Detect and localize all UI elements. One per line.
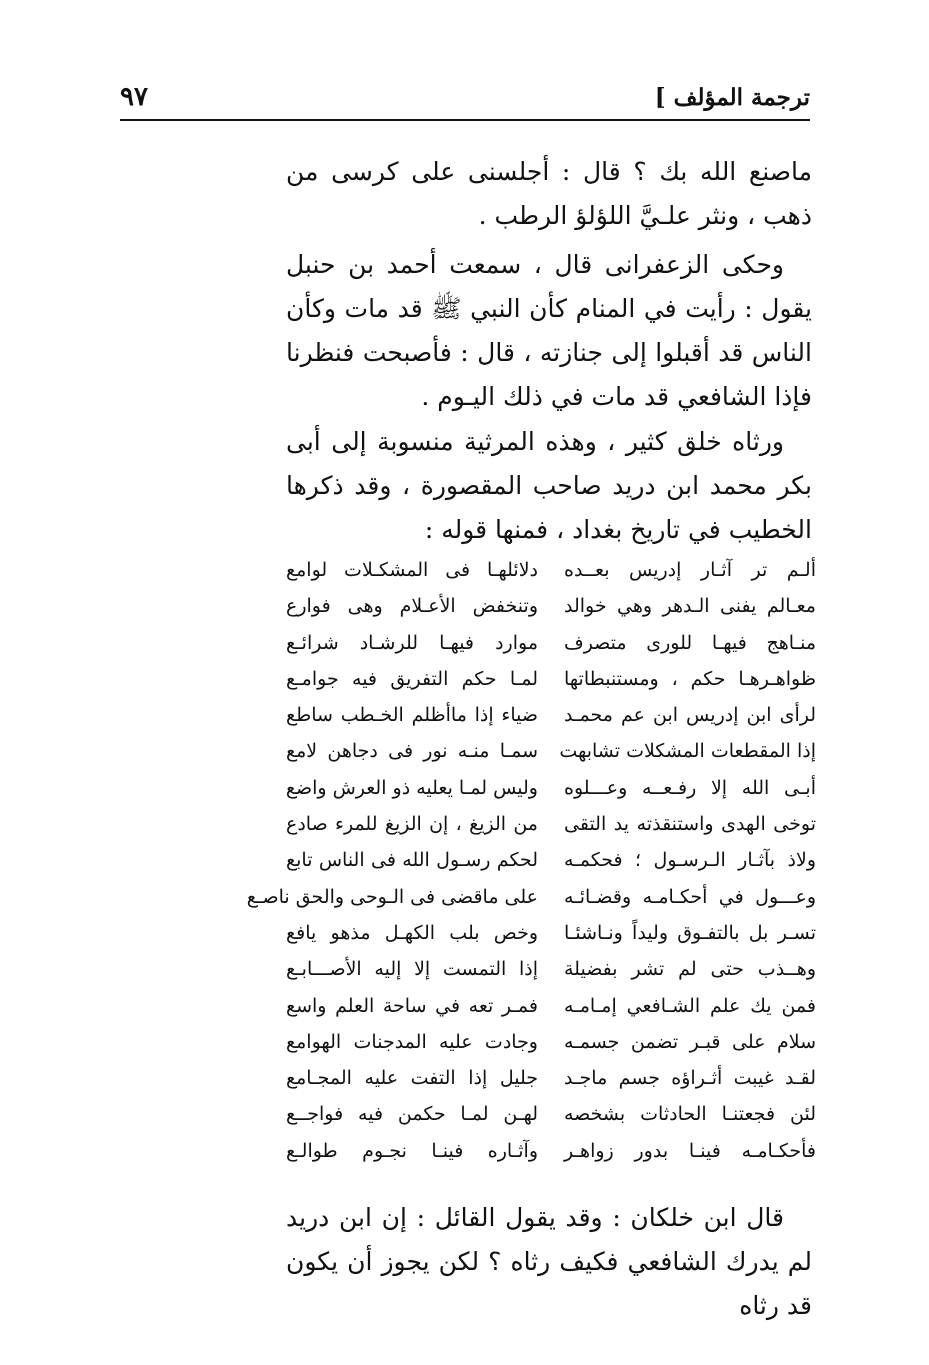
elegy-poem xyxy=(246,552,816,1169)
verse-first-hemistich: لقـد غيبت أثـراؤه جسم ماجـد xyxy=(564,1067,816,1090)
verse-second-hemistich: موارد فيهـا للرشـاد شرائـع xyxy=(286,631,538,654)
verse-second-hemistich: إذا التمست إلا إليه الأصـــابـع xyxy=(286,958,538,981)
verse-first-hemistich: ألـم تر آثـار إدريس بعــده xyxy=(564,559,816,581)
verse-second-hemistich: وآثـاره فينـا نجـوم طوالـع xyxy=(286,1139,538,1162)
page-header xyxy=(120,78,810,116)
verse-second-hemistich: وليس لمـا يعليه ذو العرش واضع xyxy=(285,776,538,799)
verse-first-hemistich: ظواهـرهـا حكم ، ومستنبطاتها xyxy=(564,667,816,690)
poem-verse xyxy=(286,552,816,588)
poem-verse xyxy=(286,625,816,661)
verse-first-hemistich: فأحكـامـه فينـا بدور زواهـر xyxy=(564,1139,816,1162)
verse-second-hemistich: وجادت عليه المدجنات الهوامع xyxy=(286,1030,538,1053)
verse-first-hemistich: وهــذب حتى لم تشر بفضيلة xyxy=(564,958,816,981)
verse-first-hemistich: تسـر بل بالتفـوق وليداً ونـاشئـا xyxy=(564,921,816,944)
verse-second-hemistich: ضياء إذا ماأظلم الخـطب ساطع xyxy=(286,704,538,727)
poem-verse xyxy=(286,951,816,987)
poem-verse xyxy=(286,842,816,878)
verse-first-hemistich: وعـــول في أحكـامـه وقضـائـه xyxy=(564,885,816,908)
paragraph-3: ورثاه خلق كثير ، وهذه المرثية منسوبة إلى أبى بكر محمد ابن دريد صاحب المقصورة ، وقد ذكرها الخطيب في تاريخ بغداد ، فمنها قوله : xyxy=(286,427,812,544)
paragraph-1: ماصنع الله بك ؟ قال : أجلسنى على كرسى من ذهب ، ونثر علـيَّ اللؤلؤ الرطب . xyxy=(286,157,812,230)
paragraph-4: قال ابن خلكان : وقد يقول القائل : إن ابن دريد لم يدرك الشافعي فكيف رثاه ؟ لكن يجوز أن يكون قد رثاه xyxy=(286,1203,812,1320)
poem-verse xyxy=(286,1133,816,1169)
verse-second-hemistich: سمـا منـه نور فى دجاهن لامع xyxy=(286,740,538,763)
verse-second-hemistich: من الزيغ ، إن الزيغ للمرء صادع xyxy=(286,813,538,836)
verse-second-hemistich: وخص بلب الكهـل مذهو يافع xyxy=(286,921,538,944)
verse-first-hemistich: سلام على قبـر تضمن جسمـه xyxy=(564,1030,816,1053)
poem-verse xyxy=(286,770,816,806)
verse-second-hemistich: جليل إذا التفت عليه المجـامع xyxy=(286,1067,538,1090)
poem-verse xyxy=(286,1024,816,1060)
verse-first-hemistich: منـاهج فيهـا للورى متصرف xyxy=(564,631,816,654)
running-title: ترجمة المؤلف ] xyxy=(654,83,810,111)
poem-verse xyxy=(286,588,816,624)
poem-verse xyxy=(286,915,816,951)
poem-verse xyxy=(286,697,816,733)
verse-first-hemistich: لئن فجعتنـا الحادثات بشخصه xyxy=(564,1103,816,1126)
verse-first-hemistich: أبـى الله إلا رفـعــه وعـــلوه xyxy=(564,776,816,799)
poem-verse xyxy=(286,733,816,769)
poem-verse xyxy=(286,1060,816,1096)
header-rule xyxy=(120,119,810,121)
verse-first-hemistich: توخى الهدى واستنقذته يد التقى xyxy=(564,813,816,836)
poem-verse xyxy=(286,661,816,697)
poem-verse xyxy=(286,988,816,1024)
verse-second-hemistich: وتنخفض الأعـلام وهى فوارع xyxy=(286,595,538,618)
verse-second-hemistich: فمـر تعه في ساحة العلم واسع xyxy=(286,994,538,1017)
verse-first-hemistich: لرأى ابن إدريس ابن عم محمـد xyxy=(564,704,816,727)
verse-first-hemistich: فمن يك علم الشـافعي إمـامـه xyxy=(564,994,816,1017)
verse-second-hemistich: لهـن لمـا حكمن فيه فواجــع xyxy=(286,1103,538,1126)
verse-first-hemistich: إذا المقطعات المشكلات تشابهت xyxy=(559,740,816,763)
verse-second-hemistich: دلائلهـا فى المشكـلات لوامع xyxy=(286,559,538,581)
poem-verse xyxy=(286,806,816,842)
verse-second-hemistich: لمـا حكم التفريق فيه جوامـع xyxy=(286,667,538,690)
verse-second-hemistich: لحكم رسـول الله فى الناس تابع xyxy=(286,849,538,872)
poem-verse xyxy=(286,1096,816,1132)
page-number: ٩٧ xyxy=(120,82,148,112)
verse-first-hemistich: ولاذ بآثـار الـرسـول ؛ فحكمـه xyxy=(564,849,816,872)
paragraph-2: وحكى الزعفرانى قال ، سمعت أحمد بن حنبل يقول : رأيت في المنام كأن النبي ﷺ قد مات وكأن الناس قد أقبلوا إلى جنازته ، قال : فأصبحت فنظرنا فإذا الشافعي قد مات في ذلك اليـوم . xyxy=(286,250,812,411)
verse-first-hemistich: معـالم يفنى الـدهر وهي خوالد xyxy=(564,595,816,618)
verse-second-hemistich: على ماقضى فى الـوحى والحق ناصـع xyxy=(246,885,538,908)
poem-verse xyxy=(246,879,816,915)
